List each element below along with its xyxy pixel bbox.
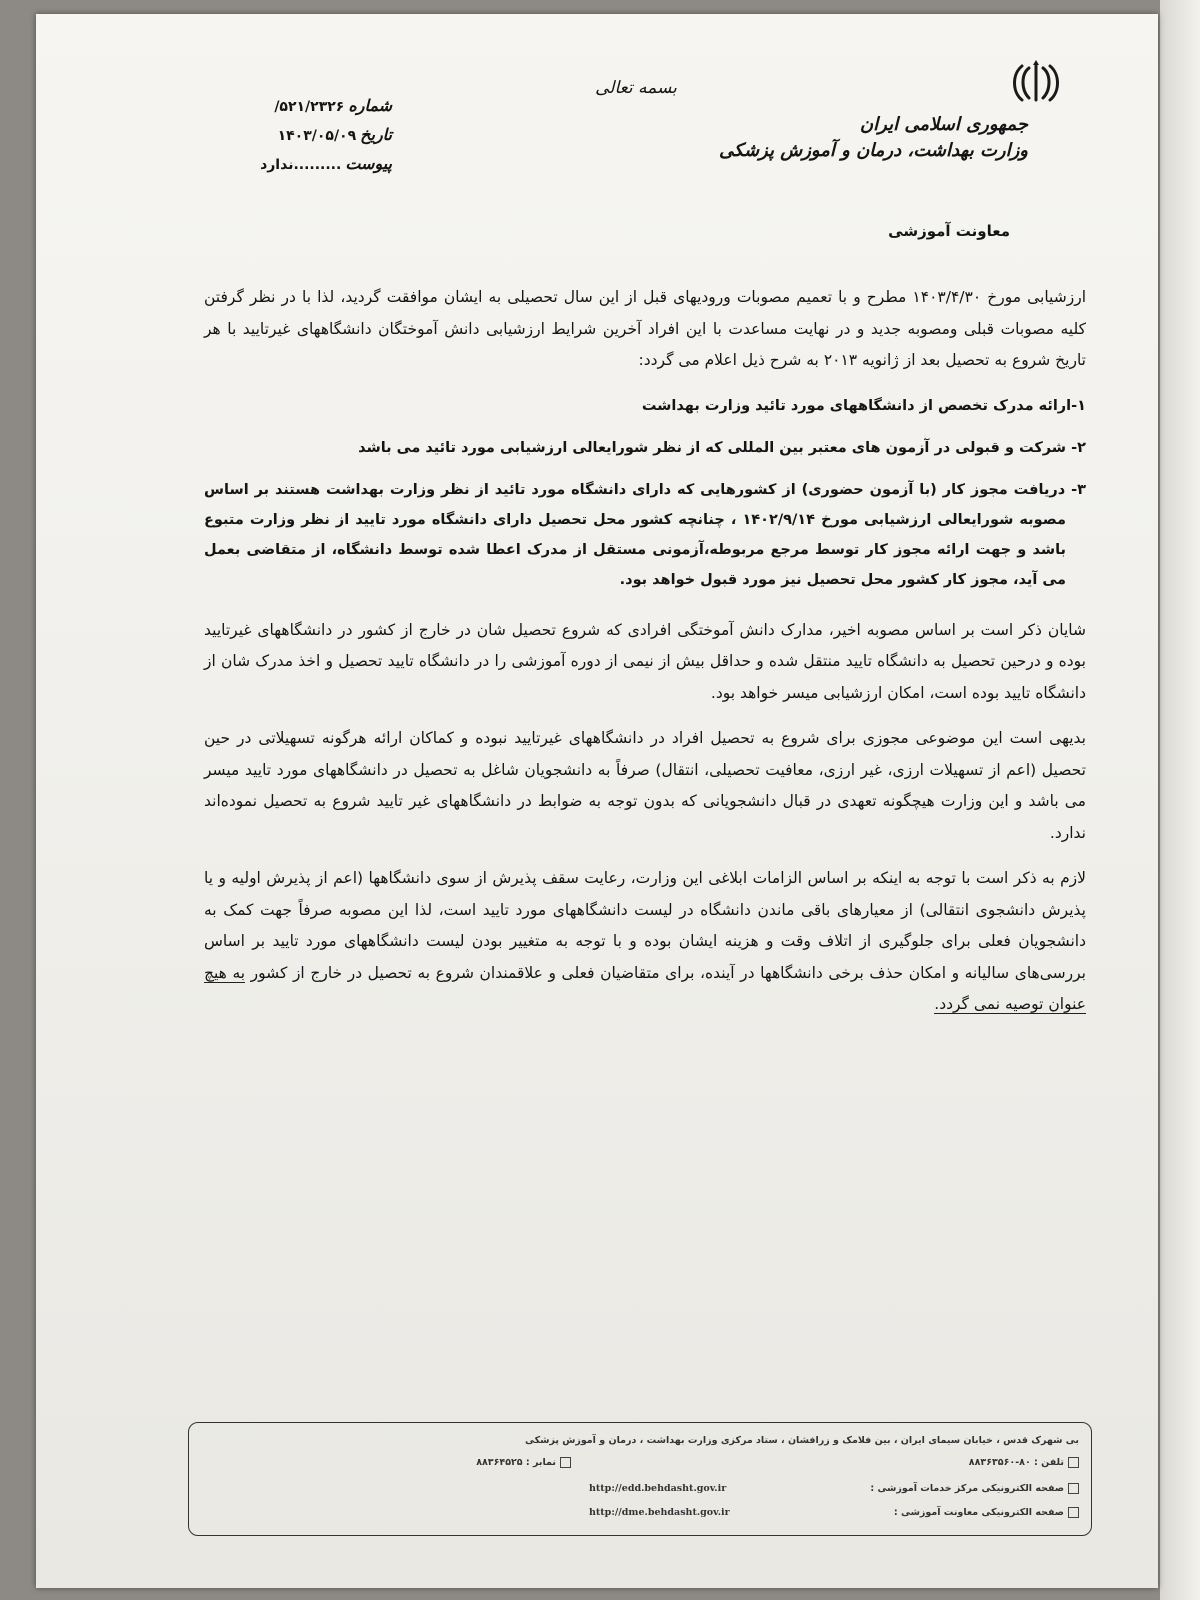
footer-fax-text: نمابر : ۸۸۳۶۴۵۲۵ — [476, 1457, 556, 1468]
ministry-line-1: جمهوری اسلامی ایران — [859, 114, 1028, 135]
condition-item-3: ۳- دریافت مجوز کار (با آزمون حضوری) از کشورهایی که دارای دانشگاه مورد تائید از نظر وزارت بهداشت هستند بر اساس مصوبه شورایعالی ارزشیابی مورخ ۱۴۰۲/۹/۱۴ ، چنانچه کشور محل تحصیل دارای دانشگاه مورد تایید از نظر وزارت متبوع باشد و جهت ارائه مجوز کار توسط مرجع مربوطه،آزمونی مستقل از مدرک اعطا شده توسط دانشگاه، از متقاضی بعمل می آید، مجوز کار کشور محل تحصیل نیز مورد قبول خواهد بود. — [204, 481, 1086, 588]
fax-icon — [560, 1457, 571, 1468]
footer-box — [188, 1422, 1092, 1536]
department-name: معاونت آموزشی — [888, 222, 1010, 240]
warning-text: لازم به ذکر است با توجه به اینکه بر اساس الزامات ابلاغی این وزارت، رعایت سقف پذیرش از سوی دانشگاهها (اعم از پذیرش اولیه و یا پذیرش دانشجوی انتقالی) از معیارهای باقی ماندن دانشگاه در لیست دانشگاههای مورد تایید است، لذا این مصوبه صرفاً جهت کمک به دانشجویان فعلی برای جلوگیری از اتلاف وقت و هزینه ایشان بوده و با توجه به متغییر بودن لیست دانشگاههای مورد تایید بر اساس بررسی‌های سالیانه و امکان حذف برخی دانشگاهها در آینده، برای متقاضیان فعلی و علاقمندان شروع به تحصیل در خارج از کشور — [204, 869, 1086, 982]
meta-number — [222, 96, 392, 125]
web-icon — [1068, 1483, 1079, 1494]
meta-attachment-label: پیوست — [345, 154, 392, 173]
intro-paragraph: ارزشیابی مورخ ۱۴۰۳/۴/۳۰ مطرح و با تعمیم مصوبات ورودیهای قبل از این سال تحصیلی به ایشان موافقت گردید، لذا با در نظر گرفتن کلیه مصوبات قبلی ومصوبه جدید و در نهایت مساعدت با این افراد آخرین شرایط ارزشیابی دانش آموختگان دانشگاههای غیرتایید با هر تاریخ شروع به تحصیل بعد از ژانویه ۲۰۱۳ به شرح ذیل اعلام می گردد: — [204, 288, 1087, 369]
footer-link2-label — [894, 1507, 1079, 1518]
letter-page — [36, 14, 1158, 1588]
bismillah-heading: بسمه تعالی — [595, 78, 677, 98]
meta-attachment — [222, 154, 392, 183]
meta-date-label: تاریخ — [360, 125, 392, 144]
ministry-line-2: وزارت بهداشت، درمان و آموزش پزشکی — [719, 140, 1028, 161]
meta-number-label: شماره — [348, 96, 392, 115]
footer-link1-label-text: صفحه الکترونیکی مرکز خدمات آموزشی : — [870, 1483, 1064, 1494]
footer-link1-label — [870, 1483, 1079, 1494]
condition-item-1: ۱-ارائه مدرک تخصص از دانشگاههای مورد تائید وزارت بهداشت — [641, 397, 1086, 414]
conditions-list — [204, 391, 1086, 595]
letter-meta — [222, 96, 392, 183]
phone-icon — [1068, 1457, 1079, 1468]
meta-date-value: ۱۴۰۳/۰۵/۰۹ — [277, 128, 357, 144]
warning-paragraph — [204, 863, 1086, 1021]
footer-link1-url[interactable]: http://edd.behdasht.gov.ir — [589, 1483, 727, 1494]
footer-link2-url[interactable]: http://dme.behdasht.gov.ir — [589, 1507, 730, 1518]
footer-address: بی شهرک قدس ، خیابان سیمای ایران ، بین فلامک و زرافشان ، ستاد مرکزی وزارت بهداشت ، درمان و آموزش پزشکی — [525, 1435, 1079, 1446]
condition-item-2: ۲- شرکت و قبولی در آزمون های معتبر بین المللی که از نظر شورایعالی ارزشیابی مورد تائید می باشد — [358, 439, 1086, 456]
facilities-paragraph: بدیهی است این موضوعی مجوزی برای شروع به تحصیل افراد در دانشگاههای غیرتایید نبوده و کماکان ارائه هرگونه تسهیلاتی در حین تحصیل (اعم از تسهیلات ارزی، غیر ارزی، معافیت تحصیلی، انتقال) صرفاً به دانشجویان شاغل به تحصیل در دانشگاههای مورد تایید میسر می باشد و این وزارت هیچگونه تعهدی در قبال دانشجویانی که بدون توجه به ضوابط در دانشگاههای غیر تایید شروع به تحصیل نموده‌اند ندارد. — [204, 729, 1086, 842]
meta-attachment-value: ندارد......... — [260, 157, 342, 173]
footer-phone-text: تلفن : ۸۰-۸۸۳۶۳۵۶۰ — [968, 1457, 1064, 1468]
meta-number-value: /۵۲۱/۲۳۲۶ — [274, 99, 345, 115]
adjacent-page-edge — [1160, 0, 1200, 1600]
warning-emphasis: به هیچ عنوان توصیه نمی گردد. — [204, 963, 1086, 1013]
iran-emblem-icon — [1010, 56, 1062, 108]
letter-body — [204, 282, 1086, 1035]
meta-date — [222, 125, 392, 154]
footer-fax — [476, 1457, 571, 1468]
transfer-paragraph: شایان ذکر است بر اساس مصوبه اخیر، مدارک دانش آموختگی افرادی که شروع تحصیل شان در خارج از کشور در دانشگاههای غیرتایید بوده و درحین تحصیل به دانشگاه تایید منتقل شده و حداقل بیش از نیمی از دوره آموزشی را در دانشگاه تایید تحصیل و اخذ مدرک شان از دانشگاه تایید بوده است، امکان ارزشیابی میسر خواهد بود. — [204, 620, 1086, 702]
ministry-name — [719, 112, 1028, 164]
footer-phone — [969, 1457, 1079, 1468]
web-icon — [1068, 1507, 1079, 1518]
footer-link2-label-text: صفحه الکترونیکی معاونت آموزشی : — [893, 1507, 1064, 1518]
